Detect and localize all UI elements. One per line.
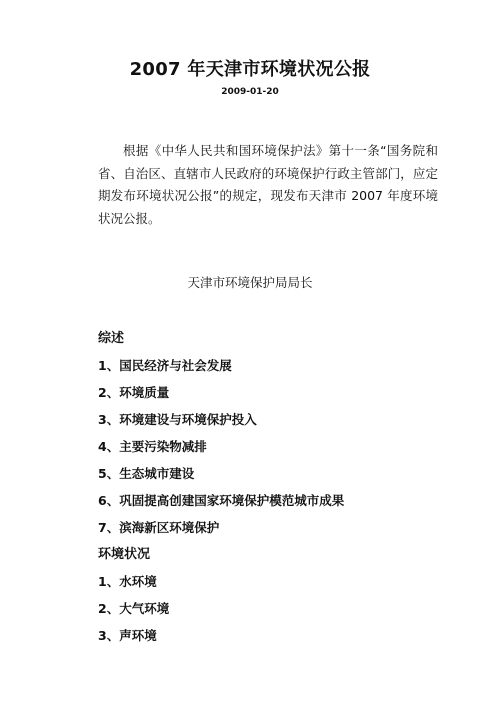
intro-paragraph: 根据《中华人民共和国环境保护法》第十一条“国务院和省、自治区、直辖市人民政府的环境保护行政主管部门，应定期发布环境状况公报”的规定，现发布天津市 2007 年度环境状况公报。 <box>98 143 438 226</box>
publish-date: 2009-01-20 <box>221 87 279 97</box>
toc-item: 3、环境建设与环境保护投入 <box>98 412 257 427</box>
table-of-contents <box>98 329 428 653</box>
toc-section-overview: 综述 <box>98 331 125 346</box>
toc-item: 2、环境质量 <box>98 385 170 400</box>
toc-item: 4、主要污染物减排 <box>98 439 207 454</box>
toc-item: 7、滨海新区环境保护 <box>98 520 220 535</box>
toc-item: 3、声环境 <box>98 628 157 643</box>
toc-item: 5、生态城市建设 <box>98 466 195 481</box>
toc-item: 1、水环境 <box>98 574 157 589</box>
toc-item: 6、巩固提高创建国家环境保护模范城市成果 <box>98 493 345 508</box>
toc-section-environment-status: 环境状况 <box>98 547 151 562</box>
toc-item: 2、大气环境 <box>98 601 170 616</box>
document-title: 2007 年天津市环境状况公报 <box>129 59 371 80</box>
toc-item: 1、国民经济与社会发展 <box>98 358 232 373</box>
signature-line: 天津市环境保护局局长 <box>187 275 313 290</box>
